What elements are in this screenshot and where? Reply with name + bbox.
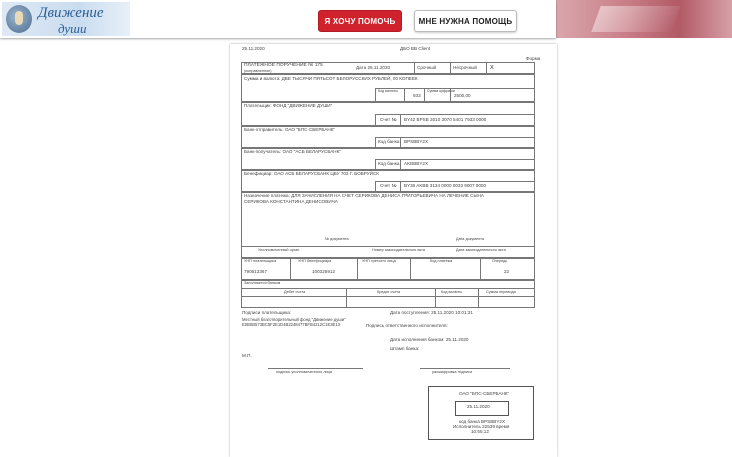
site-header [0,0,556,38]
seal-place-label: М.П. [242,353,252,358]
unp-payer-label: УНП плательщика [244,259,277,263]
received-date: Дата поступления: 25.11.2020 10:01:31 [390,310,473,315]
beneficiary-account: BY36 AKBB 3134 0000 0033 9007 0000 [404,183,486,188]
non-urgent-label: Несрочный [453,65,477,70]
currency-code: 933 [413,93,421,98]
authorized-body-label: Уполномоченный орган [258,248,300,252]
site-logo[interactable] [2,2,130,36]
unp-beneficiary-label: УНП бенефициара [298,259,332,263]
logo-text-line1: Движение [38,5,104,21]
doc-date-top: 25.11.2020 [242,46,265,51]
law-date-label: Дата законодательного акта [456,248,506,252]
currency-code-label: Код валюты [378,89,398,93]
urgent-label: Срочный [417,65,437,70]
doc-form-code: Форма [526,56,541,61]
law-number-label: Номер законодательного акта [372,248,425,252]
order-title: ПЛАТЕЖНОЕ ПОРУЧЕНИЕ № 175 [244,63,323,68]
doc-dbo-label: ДБО ВВ Client [400,46,431,51]
transfer-sum-label: Сумма перевода [486,290,516,294]
receiver-bank: Банк-получатель: ОАО "АСБ БЕЛАРУСБАНК" [244,149,341,154]
payer-account-label: Счет № [380,117,397,122]
order-subtitle: (исправленное) [244,69,272,73]
stamp-date: 25.11.2020 [467,404,490,409]
logo-emblem-icon [6,5,32,33]
currency-code-col-label: Код валюты [441,290,463,294]
payer-account: BY42 BPSB 3010 3070 5401 7933 0000 [404,117,487,122]
amount-digits: 2500,00 [454,93,471,98]
receiver-bank-code: AKBBBY2X [404,161,429,166]
amount-words: Сумма и валюта: ДВЕ ТЫСЯЧИ ПЯТЬСОТ БЕЛОРУССКИХ РУБЛЕЙ, 00 КОПЕЕК [244,76,418,81]
amount-digits-label: Сумма цифрами [427,89,455,93]
executor-signature-label: Подпись ответственного исполнителя: [366,323,448,328]
unp-payer: 790613367 [244,269,267,274]
logo-text-line2: души [58,21,87,36]
credit-label: Кредит счета [377,290,401,294]
stamp-bank-code: код банка BPSBBY2X [459,419,506,424]
purpose-line2: СЕРИКОВА КОНСТАНТИНА ДЕНИСОВИЧА [244,199,338,204]
stamp-bank-name: ОАО "БПС-СБЕРБАНК" [459,391,510,396]
i-want-to-help-button[interactable]: Я ХОЧУ ПОМОЧЬ [318,10,402,32]
payer-name: Плательщик: ФОНД "ДВИЖЕНИЕ ДУШИ" [244,103,333,108]
queue-label: Очередь [492,259,508,263]
signature-hash: E0B0B573BC5F2E1D4B2248477BFB4212C1E3E13 [242,322,341,327]
executed-date: Дата исполнения банком: 25.11.2020 [390,337,469,342]
payment-code-label: Код платежа [430,259,453,263]
non-urgent-mark: X [490,65,494,71]
stamp-time: 10:55:12 [471,429,489,434]
authorized-signature-label: подпись уполномоченного лица [276,370,332,374]
sender-bank-code-label: Код банка [378,139,400,144]
purpose-line1: Назначение платежа: ДЛЯ ЗАЧИСЛЕНИЯ НА СЧЕТ СЕРИКОВА ДЕНИСА ГРИГОРЬЕВИЧА НА ЛЕЧЕНИЕ СЫНА [244,193,484,198]
order-date: Дата 25.11.2020 [356,65,391,70]
debit-label: Дебет счета [284,290,306,294]
bank-stamp-label: Штамп банка: [390,346,420,351]
sender-bank-code: BPSBBY2X [404,139,429,144]
payment-order-document [230,44,557,457]
bank-fill-label: Заполняется банком [244,281,281,285]
unp-beneficiary: 100325912 [312,269,335,274]
beneficiary-account-label: Счет № [380,183,397,188]
signature-decode-label: расшифровка подписи [432,370,473,374]
receiver-bank-code-label: Код банка [378,161,400,166]
stamp-executor: Исполнитель 22539 время [453,424,510,429]
unp-third-party-label: УНП третьего лица [362,259,396,263]
doc-number-label: № документа [325,237,349,241]
header-banner-image [556,0,732,38]
signatures-label: Подписи плательщика: [242,310,292,315]
sender-bank: Банк-отправитель: ОАО "БПС-СБЕРБАНК" [244,127,336,132]
queue-value: 22 [504,269,510,274]
doc-date-label: Дата документа [456,237,484,241]
beneficiary: Бенефициар: ОАО АСБ БЕЛАРУСБАНК ЦБУ 703 Г. БОБРУЙСК [244,171,379,176]
i-need-help-button[interactable]: МНЕ НУЖНА ПОМОЩЬ [414,10,517,32]
fund-line: Местный благотворительный фонд "Движение души" [242,317,346,322]
bank-stamp [428,386,534,440]
